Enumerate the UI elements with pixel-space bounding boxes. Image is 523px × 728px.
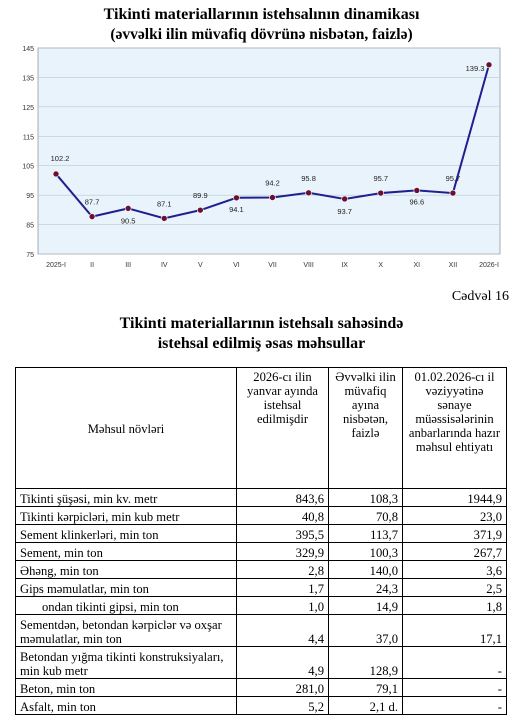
january-production-value: 1,7	[237, 579, 329, 597]
product-name: ondan tikinti gipsi, min ton	[16, 597, 237, 615]
header-stock: 01.02.2026-cı il vəziyyətinə sənaye müəssisələrinin anbarlarında hazır məhsul ehtiyatı	[403, 368, 507, 489]
table-row	[16, 561, 507, 579]
stock-value: 17,1	[403, 615, 507, 647]
x-tick-label: XII	[448, 262, 458, 269]
data-label: 96.6	[409, 197, 425, 207]
yoy-percent-value: 108,3	[329, 489, 403, 507]
january-production-value: 40,8	[237, 507, 329, 525]
yoy-percent-value: 2,1 d.	[329, 697, 403, 715]
data-label: 94.2	[265, 178, 280, 188]
x-tick-label: 2026-I	[479, 262, 499, 269]
y-tick-label: 75	[26, 252, 34, 259]
stock-value: -	[403, 647, 507, 679]
x-tick-label: IV	[160, 262, 168, 269]
product-name: Tikinti şüşəsi, min kv. metr	[16, 489, 237, 507]
product-name: Sement klinkerləri, min ton	[16, 525, 237, 543]
header-january-production: 2026-cı ilin yanvar ayında istehsal edilmişdir	[237, 368, 329, 489]
data-point	[414, 187, 420, 193]
x-tick-label: X	[378, 262, 384, 269]
january-production-value: 2,8	[237, 561, 329, 579]
product-name: Beton, min ton	[16, 679, 237, 697]
y-tick-label: 125	[22, 104, 34, 112]
data-point	[233, 195, 239, 201]
yoy-percent-value: 24,3	[329, 579, 403, 597]
y-tick-label: 95	[26, 193, 34, 201]
table-row	[16, 507, 507, 525]
chart-subtitle: (əvvəlki ilin müvafiq dövrünə nisbətən, faizlə)	[110, 26, 413, 43]
stock-value: -	[403, 697, 507, 715]
data-point	[486, 62, 492, 68]
january-production-value: 843,6	[237, 489, 329, 507]
stock-value: 371,9	[403, 525, 507, 543]
table-row	[16, 647, 507, 679]
table-row	[16, 543, 507, 561]
january-production-value: 329,9	[237, 543, 329, 561]
stock-value: 3,6	[403, 561, 507, 579]
x-tick-label: 2025-I	[46, 262, 66, 269]
yoy-percent-value: 14,9	[329, 597, 403, 615]
product-name: Asfalt, min ton	[16, 697, 237, 715]
stock-value: 2,5	[403, 579, 507, 597]
january-production-value: 4,9	[237, 647, 329, 679]
yoy-percent-value: 37,0	[329, 615, 403, 647]
yoy-percent-value: 113,7	[329, 525, 403, 543]
stock-value: 1944,9	[403, 489, 507, 507]
data-point	[125, 205, 131, 211]
yoy-percent-value: 128,9	[329, 647, 403, 679]
data-label: 139.3	[465, 63, 485, 73]
january-production-value: 1,0	[237, 597, 329, 615]
yoy-percent-value: 100,3	[329, 543, 403, 561]
product-name: Sement, min ton	[16, 543, 237, 561]
stock-value: 23,0	[403, 507, 507, 525]
january-production-value: 395,5	[237, 525, 329, 543]
january-production-value: 5,2	[237, 697, 329, 715]
data-label: 95.7	[373, 174, 389, 184]
x-tick-label: VI	[233, 262, 240, 269]
data-label: 87.7	[84, 197, 100, 207]
header-yoy-percent: Əvvəlki ilin müvafiq ayına nisbətən, faizlə	[329, 368, 403, 489]
table-row	[16, 525, 507, 543]
data-point	[270, 194, 276, 200]
product-name: Betondan yığma tikinti konstruksiyaları, min kub metr	[16, 647, 237, 679]
x-tick-label: V	[197, 262, 203, 269]
stock-value: 267,7	[403, 543, 507, 561]
product-name: Gips məmulatlar, min ton	[16, 579, 237, 597]
table-row	[16, 615, 507, 647]
yoy-percent-value: 79,1	[329, 679, 403, 697]
data-label: 90.5	[120, 216, 136, 226]
header-product-types: Məhsul növləri	[16, 368, 237, 489]
table-title-line2: istehsal edilmiş əsas məhsullar	[157, 335, 366, 352]
y-tick-label: 135	[22, 75, 34, 83]
y-tick-label: 145	[22, 46, 34, 53]
table-row	[16, 579, 507, 597]
table-row	[16, 489, 507, 507]
product-name: Əhəng, min ton	[16, 561, 237, 579]
data-point	[161, 215, 167, 221]
x-tick-label: IX	[341, 262, 348, 269]
y-tick-label: 105	[22, 163, 34, 171]
table-row	[16, 597, 507, 615]
yoy-percent-value: 70,8	[329, 507, 403, 525]
product-name: Sementdən, betondan kərpiclər və oxşar məmulatlar, min ton	[16, 615, 237, 647]
data-point	[450, 190, 456, 196]
table-header-row	[16, 368, 507, 489]
x-tick-label: VII	[268, 262, 277, 269]
data-label: 89.9	[193, 191, 208, 201]
data-point	[378, 190, 384, 196]
product-name: Tikinti kərpicləri, min kub metr	[16, 507, 237, 525]
stock-value: 1,8	[403, 597, 507, 615]
line-chart	[0, 40, 523, 270]
table-row	[16, 679, 507, 697]
x-tick-label: III	[125, 262, 132, 269]
january-production-value: 281,0	[237, 679, 329, 697]
data-label: 87.1	[156, 199, 172, 209]
data-point	[342, 196, 348, 202]
x-tick-label: II	[90, 262, 95, 269]
y-tick-label: 85	[26, 222, 34, 230]
plot-area	[38, 48, 500, 254]
january-production-value: 4,4	[237, 615, 329, 647]
products-table	[15, 367, 507, 715]
data-label: 93.7	[337, 206, 352, 216]
x-tick-label: XI	[413, 262, 421, 269]
data-point	[89, 214, 95, 220]
data-point	[197, 207, 203, 213]
data-label: 102.2	[50, 153, 70, 163]
data-label: 95.8	[301, 173, 316, 183]
y-tick-label: 115	[22, 134, 34, 142]
stock-value: -	[403, 679, 507, 697]
yoy-percent-value: 140,0	[329, 561, 403, 579]
data-point	[306, 190, 312, 196]
chart-title: Tikinti materiallarının istehsalının dinamikası	[103, 6, 420, 23]
x-tick-label: VIII	[303, 262, 314, 269]
data-label: 94.1	[229, 204, 244, 214]
table-row	[16, 697, 507, 715]
data-point	[53, 171, 59, 177]
data-label: 95.7	[445, 174, 461, 184]
table-number: Cədvəl 16	[451, 289, 509, 304]
table-title-line1: Tikinti materiallarının istehsalı sahəsində	[119, 315, 404, 332]
